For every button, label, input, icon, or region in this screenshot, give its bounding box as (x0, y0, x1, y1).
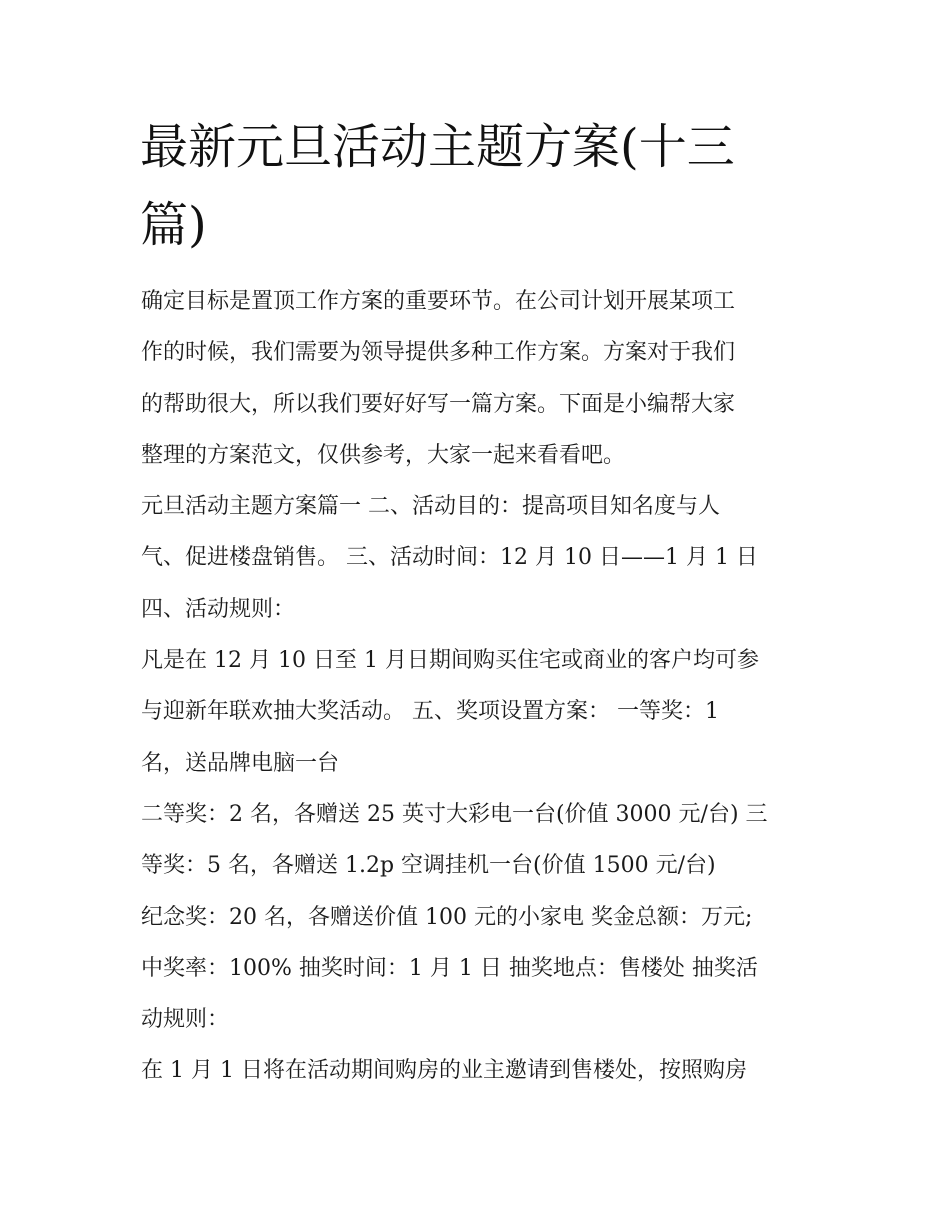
body-line-6: 气、促进楼盘销售。 三、活动时间：12 月 10 日——1 月 1 日 (141, 545, 758, 571)
body-line-3: 的帮助很大，所以我们要好好写一篇方案。下面是小编帮大家 (141, 391, 736, 417)
body-line-2: 作的时候，我们需要为领导提供多种工作方案。方案对于我们 (141, 340, 736, 366)
body-line-15: 动规则： (141, 1007, 230, 1033)
body-line-1: 确定目标是置顶工作方案的重要环节。在公司计划开展某项工 (141, 289, 736, 314)
document-body (141, 276, 821, 1097)
body-line-12: 等奖：5 名，各赠送 1.2p 空调挂机一台(价值 1500 元/台) (141, 853, 716, 879)
document-title (140, 108, 820, 264)
body-line-16: 在 1 月 1 日将在活动期间购房的业主邀请到售楼处，按照购房 (141, 1058, 747, 1084)
body-line-7: 四、活动规则： (141, 596, 296, 622)
body-line-9: 与迎新年联欢抽大奖活动。 五、奖项设置方案： 一等奖：1 (141, 699, 719, 725)
body-line-5: 元旦活动主题方案篇一 二、活动目的：提高项目知名度与人 (141, 494, 720, 520)
title-line-2: 篇) (140, 197, 207, 253)
body-line-11: 二等奖：2 名，各赠送 25 英寸大彩电一台(价值 3000 元/台) 三 (141, 801, 768, 827)
body-line-14: 中奖率：100% 抽奖时间：1 月 1 日 抽奖地点：售楼处 抽奖活 (141, 955, 758, 981)
body-line-8: 凡是在 12 月 10 日至 1 月日期间购买住宅或商业的客户均可参 (141, 648, 759, 674)
body-line-10: 名，送品牌电脑一台 (141, 750, 340, 776)
title-line-1: 最新元旦活动主题方案(十三 (140, 119, 735, 175)
body-line-13: 纪念奖：20 名，各赠送价值 100 元的小家电 奖金总额：万元; (141, 904, 753, 930)
body-line-4: 整理的方案范文，仅供参考，大家一起来看看吧。 (141, 442, 626, 468)
